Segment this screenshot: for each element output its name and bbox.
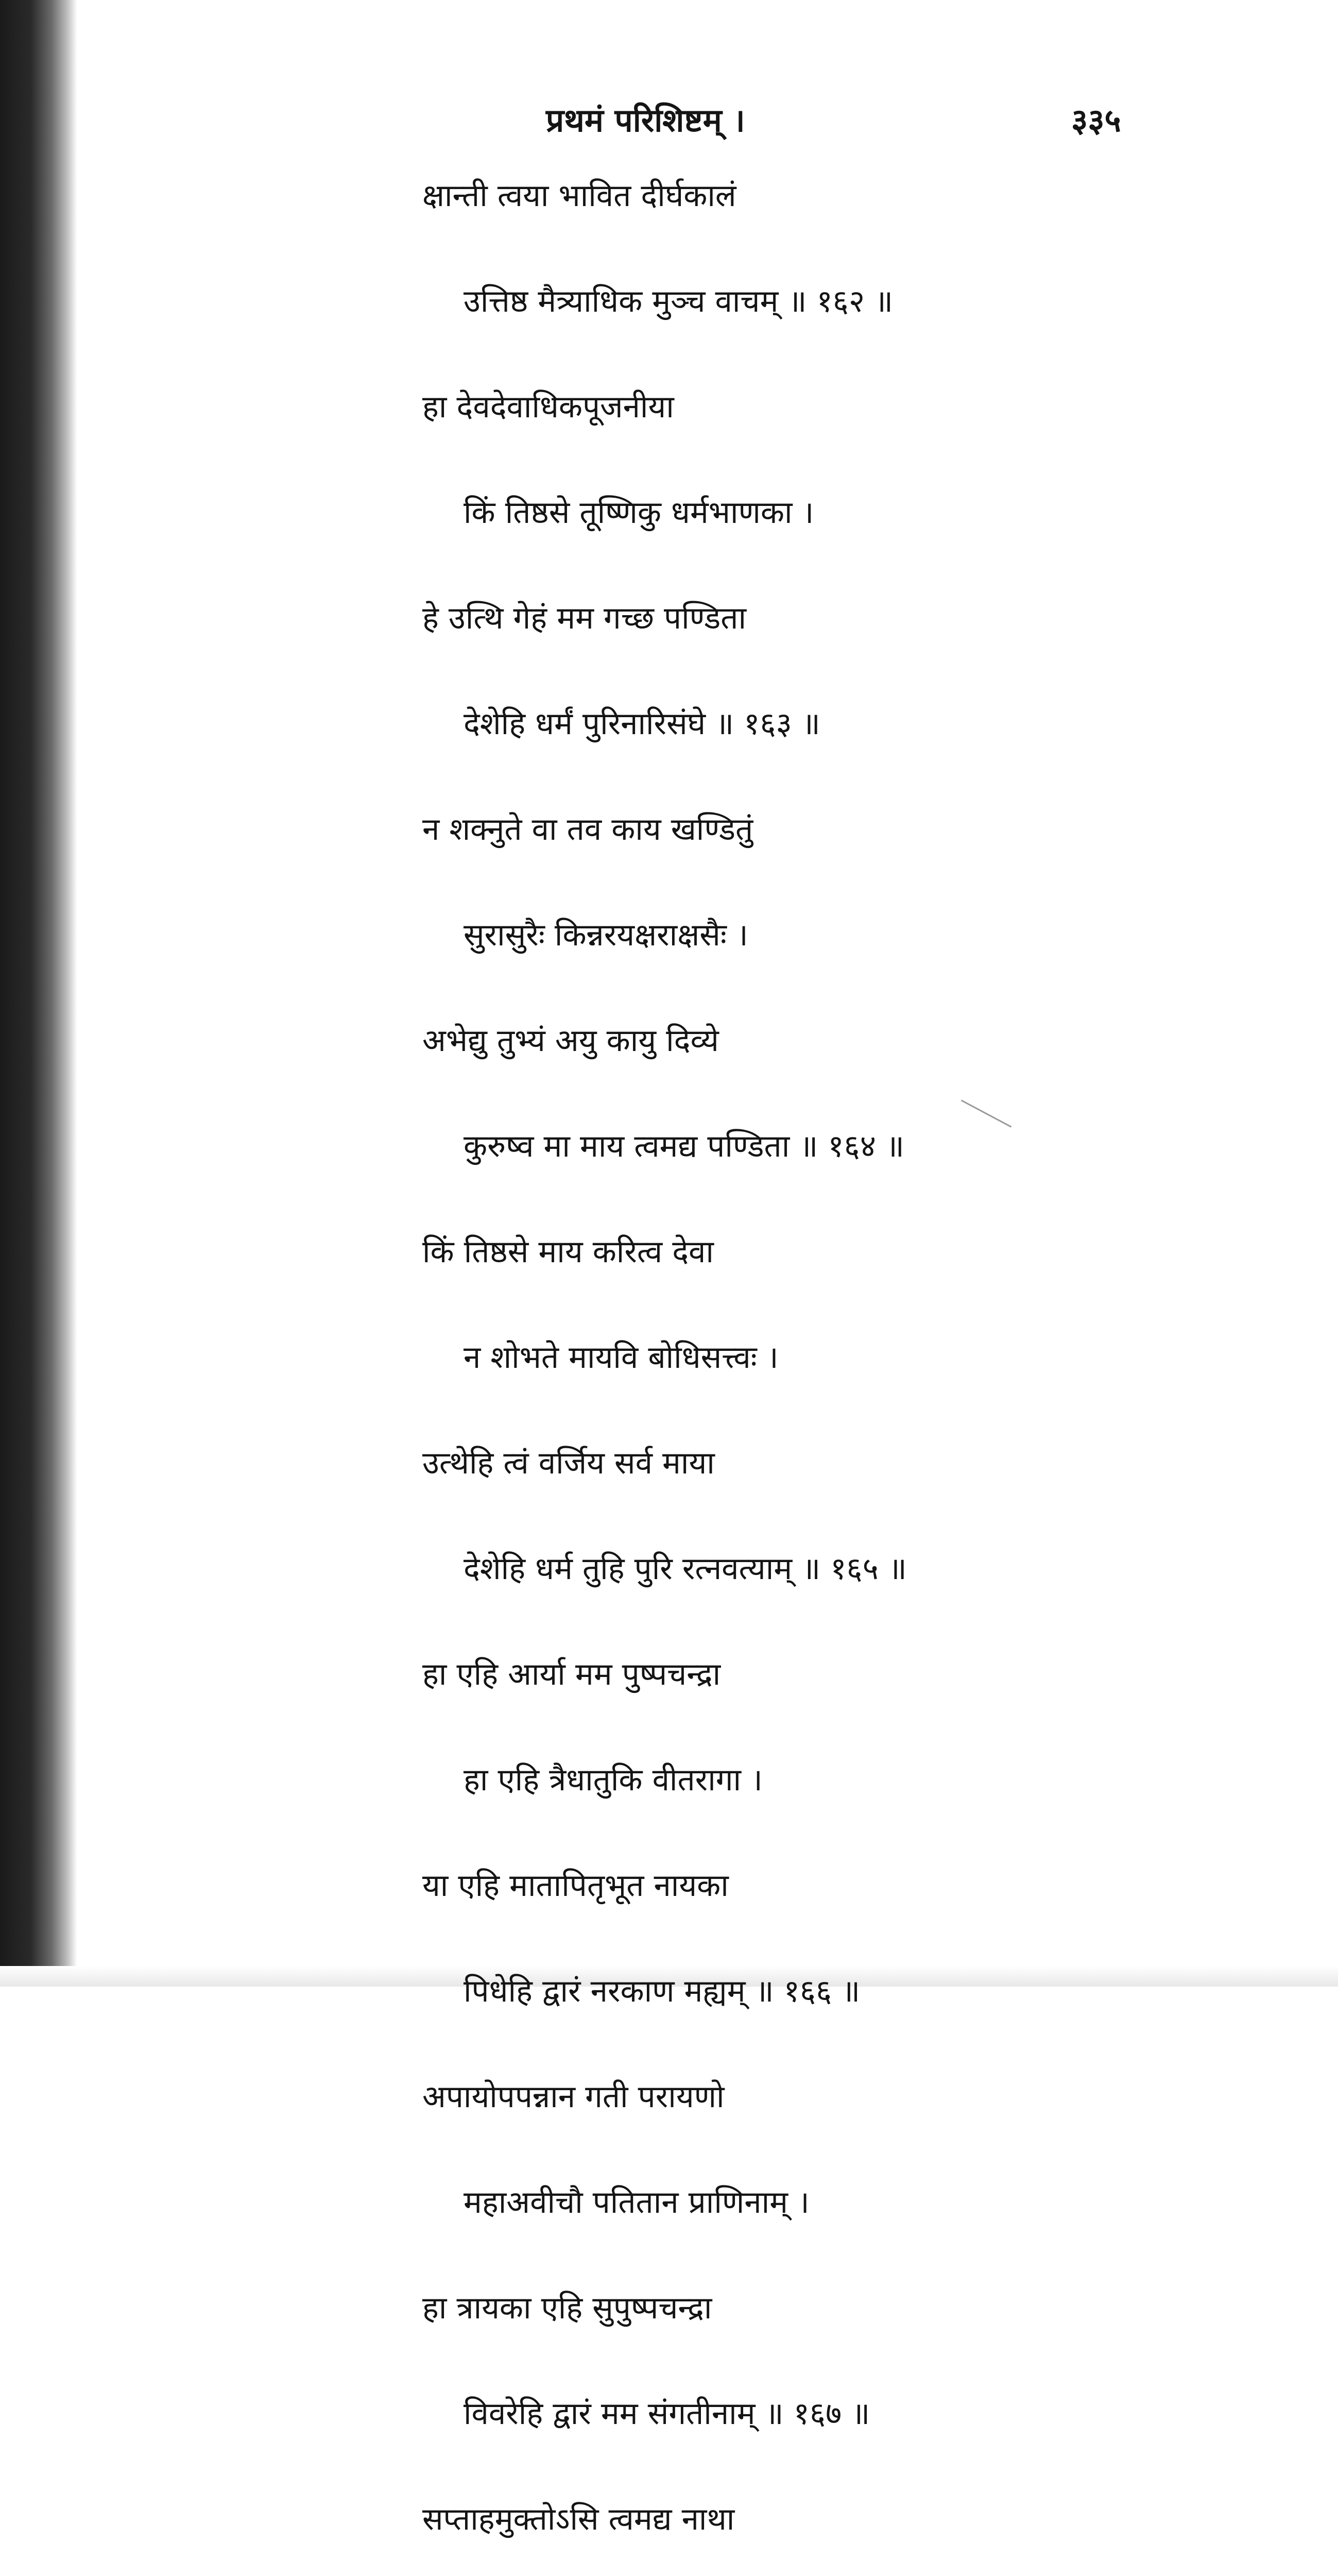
verse-line-first: हा एहि आर्या मम पुष्पचन्द्रा [422,1656,721,1692]
verse-line-first: अभेद्यु तुभ्यं अयु कायु दिव्ये [422,1023,719,1059]
verse-line-first: उत्थेहि त्वं वर्जिय सर्व माया [422,1445,715,1481]
page-number: ३३५ [1071,101,1121,139]
verse-line-second: हा एहि त्रैधातुकि वीतरागा । [464,1762,763,1798]
running-title: प्रथमं परिशिष्टम् । [546,101,745,139]
verse-block [422,170,1246,2576]
verse-line-first: न शक्नुते वा तव काय खण्डितुं [422,811,753,848]
verse-line-first: या एहि मातापितृभूत नायका [422,1868,729,1904]
scan-shadow-edge [0,0,77,1987]
verse-line-second: विवरेहि द्वारं मम संगतीनाम् ॥ १६७ ॥ [464,2396,870,2432]
verse-line-first: हे उत्थि गेहं मम गच्छ पण्डिता [422,600,747,636]
verse-line-second: पिधेहि द्वारं नरकाण मह्यम् ॥ १६६ ॥ [464,1973,861,2009]
verse-line-first: किं तिष्ठसे माय करित्व देवा [422,1234,714,1270]
verse-line-second: उत्तिष्ठ मैत्र्याधिक मुञ्च वाचम् ॥ १६२ ॥ [464,283,894,319]
verse-line-second: देशेहि धर्मं पुरिनारिसंघे ॥ १६३ ॥ [464,706,820,742]
verse-line-second: न शोभते मायवि बोधिसत्त्वः । [464,1340,779,1376]
verse-line-second: सुरासुरैः किन्नरयक्षराक्षसैः । [464,917,748,953]
verse-line-second: किं तिष्ठसे तूष्णिकु धर्मभाणका । [464,495,814,531]
verse-line-second: कुरुष्व मा माय त्वमद्य पण्डिता ॥ १६४ ॥ [464,1128,904,1164]
verse-line-first: अपायोपपन्नान गती परायणो [422,2079,725,2115]
verse-line-second: देशेहि धर्म तुहि पुरि रत्नवत्याम् ॥ १६५ ॥ [464,1551,907,1587]
verse-line-first: हा देवदेवाधिकपूजनीया [422,389,674,425]
page-header [0,88,1338,149]
verse-line-first: हा त्रायका एहि सुपुष्पचन्द्रा [422,2290,712,2326]
verse-line-first: सप्ताहमुक्तोऽसि त्वमद्य नाथा [422,2501,735,2537]
verse-line-second: महाअवीचौ पतितान प्राणिनाम् । [464,2184,810,2221]
verse-line-first: क्षान्ती त्वया भावित दीर्घकालं [422,178,736,214]
